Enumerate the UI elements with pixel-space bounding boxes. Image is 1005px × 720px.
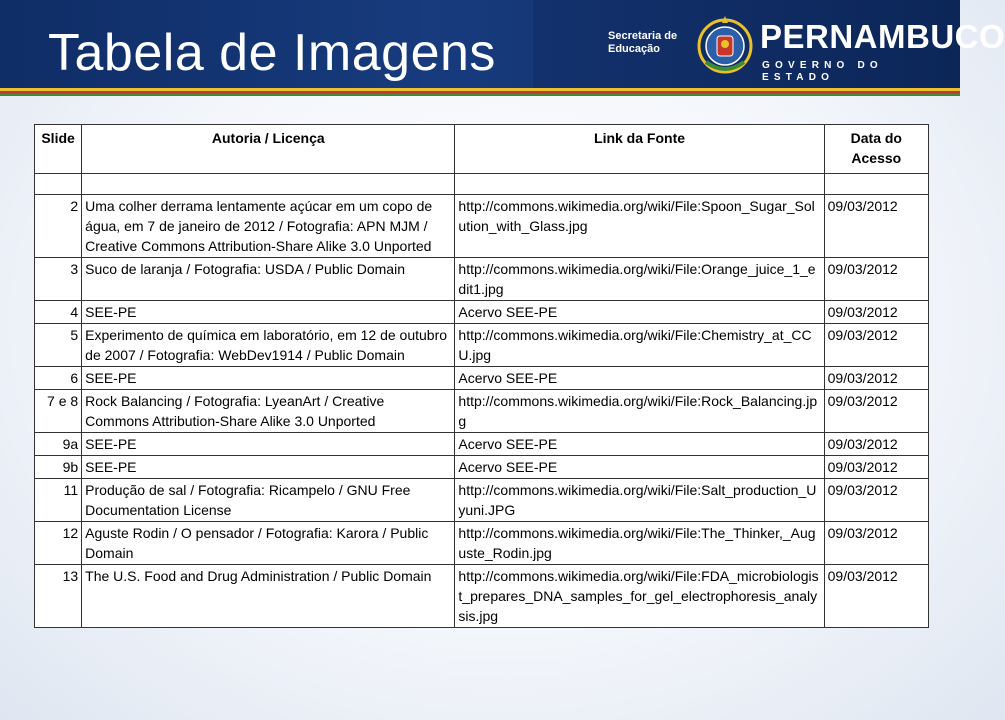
cell-slide: 11 bbox=[35, 479, 82, 522]
cell-author: SEE-PE bbox=[82, 367, 455, 390]
cell-link[interactable]: http://commons.wikimedia.org/wiki/File:Rock_Balancing.jpg bbox=[455, 390, 824, 433]
cell-link: Acervo SEE-PE bbox=[455, 456, 824, 479]
cell-slide: 2 bbox=[35, 195, 82, 258]
table-row bbox=[35, 456, 929, 479]
col-header-date: Data do Acesso bbox=[824, 125, 928, 174]
cell-link[interactable]: http://commons.wikimedia.org/wiki/File:The_Thinker,_Auguste_Rodin.jpg bbox=[455, 522, 824, 565]
coat-of-arms-icon bbox=[696, 14, 754, 78]
cell-author: Rock Balancing / Fotografia: LyeanArt / Creative Commons Attribution-Share Alike 3.0 Unported bbox=[82, 390, 455, 433]
table-row bbox=[35, 479, 929, 522]
table-row bbox=[35, 258, 929, 301]
cell-link[interactable]: http://commons.wikimedia.org/wiki/File:Spoon_Sugar_Solution_with_Glass.jpg bbox=[455, 195, 824, 258]
cell-link[interactable]: http://commons.wikimedia.org/wiki/File:Orange_juice_1_edit1.jpg bbox=[455, 258, 824, 301]
brand-subtitle: GOVERNO DO ESTADO bbox=[762, 60, 883, 83]
header-bar bbox=[0, 0, 1005, 88]
cell-author: Suco de laranja / Fotografia: USDA / Public Domain bbox=[82, 258, 455, 301]
table-row bbox=[35, 522, 929, 565]
cell-link: Acervo SEE-PE bbox=[455, 301, 824, 324]
cell-date: 09/03/2012 bbox=[824, 258, 928, 301]
table-row bbox=[35, 565, 929, 628]
table-row bbox=[35, 433, 929, 456]
image-table bbox=[34, 124, 929, 628]
flag-stripes bbox=[0, 88, 960, 96]
cell-link: Acervo SEE-PE bbox=[455, 367, 824, 390]
cell-slide: 7 e 8 bbox=[35, 390, 82, 433]
org-name bbox=[608, 30, 677, 56]
cell-slide: 12 bbox=[35, 522, 82, 565]
cell-link: Acervo SEE-PE bbox=[455, 433, 824, 456]
table-row bbox=[35, 390, 929, 433]
cell-link bbox=[455, 174, 824, 195]
table-row bbox=[35, 174, 929, 195]
col-header-link: Link da Fonte bbox=[455, 125, 824, 174]
cell-slide bbox=[35, 174, 82, 195]
table-row bbox=[35, 195, 929, 258]
cell-slide: 3 bbox=[35, 258, 82, 301]
col-header-slide: Slide bbox=[35, 125, 82, 174]
cell-date: 09/03/2012 bbox=[824, 390, 928, 433]
cell-slide: 9a bbox=[35, 433, 82, 456]
cell-author: The U.S. Food and Drug Administration / Public Domain bbox=[82, 565, 455, 628]
table-row bbox=[35, 301, 929, 324]
cell-link[interactable]: http://commons.wikimedia.org/wiki/File:FDA_microbiologist_prepares_DNA_samples_for_gel_electrophoresis_analysis.jpg bbox=[455, 565, 824, 628]
col-header-author: Autoria / Licença bbox=[82, 125, 455, 174]
cell-date: 09/03/2012 bbox=[824, 565, 928, 628]
cell-slide: 9b bbox=[35, 456, 82, 479]
cell-date: 09/03/2012 bbox=[824, 195, 928, 258]
cell-slide: 5 bbox=[35, 324, 82, 367]
org-line-1: Secretaria de bbox=[608, 30, 678, 42]
table-row bbox=[35, 367, 929, 390]
cell-slide: 6 bbox=[35, 367, 82, 390]
cell-date: 09/03/2012 bbox=[824, 324, 928, 367]
cell-author: SEE-PE bbox=[82, 456, 455, 479]
cell-date: 09/03/2012 bbox=[824, 367, 928, 390]
page-title: Tabela de Imagens bbox=[48, 24, 496, 82]
cell-date: 09/03/2012 bbox=[824, 301, 928, 324]
cell-link[interactable]: http://commons.wikimedia.org/wiki/File:Salt_production_Uyuni.JPG bbox=[455, 479, 824, 522]
brand-name: PERNAMBUCO bbox=[760, 18, 1005, 55]
cell-date: 09/03/2012 bbox=[824, 456, 928, 479]
cell-date: 09/03/2012 bbox=[824, 522, 928, 565]
cell-date: 09/03/2012 bbox=[824, 433, 928, 456]
table-header-row bbox=[35, 125, 929, 174]
cell-date bbox=[824, 174, 928, 195]
cell-author: SEE-PE bbox=[82, 301, 455, 324]
cell-author: Uma colher derrama lentamente açúcar em um copo de água, em 7 de janeiro de 2012 / Fotografia: APN MJM / Creative Commons Attribution-Share Alike 3.0 Unported bbox=[82, 195, 455, 258]
cell-author: Produção de sal / Fotografia: Ricampelo / GNU Free Documentation License bbox=[82, 479, 455, 522]
cell-date: 09/03/2012 bbox=[824, 479, 928, 522]
cell-author: SEE-PE bbox=[82, 433, 455, 456]
cell-author: Experimento de química em laboratório, em 12 de outubro de 2007 / Fotografia: WebDev1914 / Public Domain bbox=[82, 324, 455, 367]
cell-author: Aguste Rodin / O pensador / Fotografia: Karora / Public Domain bbox=[82, 522, 455, 565]
cell-link[interactable]: http://commons.wikimedia.org/wiki/File:Chemistry_at_CCU.jpg bbox=[455, 324, 824, 367]
cell-author bbox=[82, 174, 455, 195]
cell-slide: 4 bbox=[35, 301, 82, 324]
org-line-2: Educação bbox=[608, 43, 660, 55]
table-row bbox=[35, 324, 929, 367]
cell-slide: 13 bbox=[35, 565, 82, 628]
